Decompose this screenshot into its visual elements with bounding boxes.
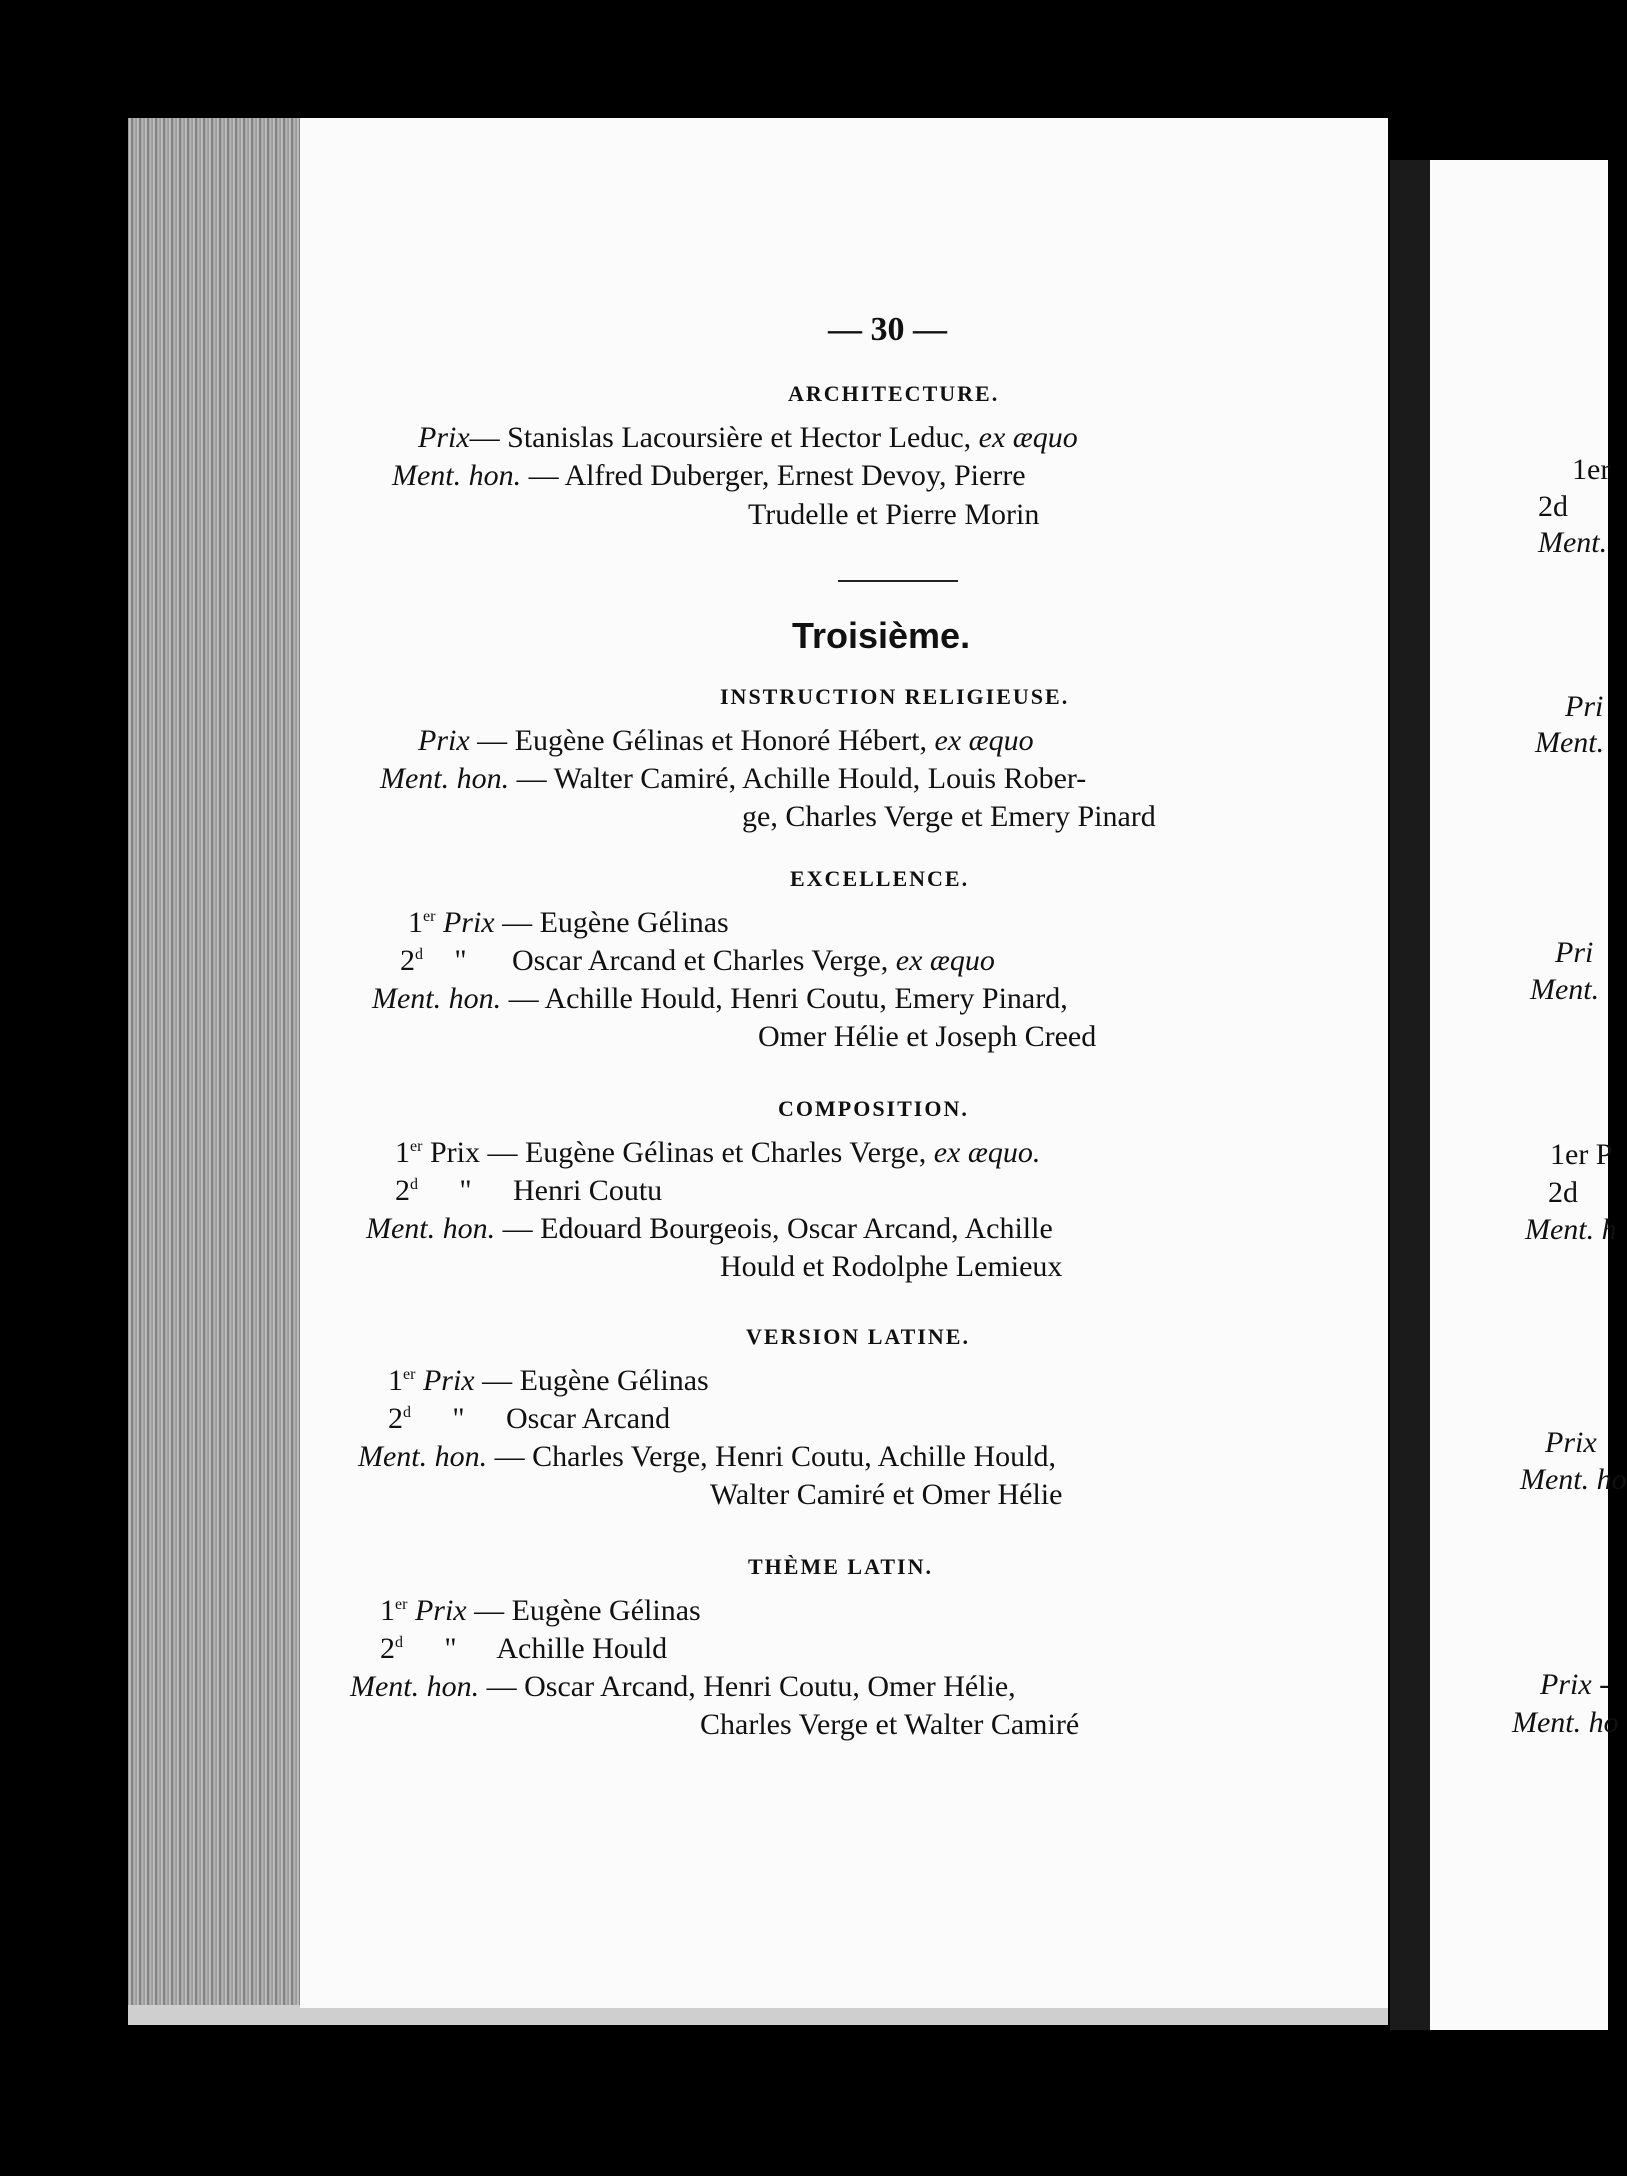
mention-label: Ment. hon. [350, 1670, 480, 1703]
prix-text: — Eugène Gélinas [482, 1364, 709, 1397]
prix-label: Prix [429, 1136, 480, 1169]
prix-label: Prix [418, 724, 470, 757]
rank-number: 1 [395, 1136, 410, 1169]
book-bottom-edge [128, 2005, 1388, 2025]
architecture-continuation: Trudelle et Pierre Morin [748, 498, 1040, 531]
facing-text: Ment. [1535, 726, 1605, 759]
architecture-mention-line [392, 461, 1026, 491]
rank-suffix: er [395, 1596, 408, 1613]
mention-label: Ment. hon. [380, 762, 510, 795]
rank-suffix: er [410, 1138, 423, 1155]
instruction-mention-line [380, 764, 1086, 794]
mention-label: Ment. hon. [366, 1212, 496, 1245]
prix-label: Prix [418, 421, 470, 454]
instruction-continuation: ge, Charles Verge et Emery Pinard [742, 800, 1156, 833]
facing-text: 1er P [1550, 1138, 1613, 1171]
ditto-mark: " [454, 944, 467, 977]
prix-label: Prix [442, 906, 495, 939]
prix-text: — Eugène Gélinas [474, 1594, 701, 1627]
facing-text: Prix [1545, 1426, 1597, 1459]
theme-continuation: Charles Verge et Walter Camiré [700, 1708, 1080, 1741]
instruction-prix-line [418, 726, 1034, 756]
ex-aequo: ex æquo [934, 724, 1034, 757]
excellence-continuation: Omer Hélie et Joseph Creed [758, 1020, 1097, 1053]
prix-text: — Eugène Gélinas [502, 906, 729, 939]
rank-suffix: d [395, 1634, 403, 1651]
section-heading-version-latine: VERSION LATINE. [746, 1324, 970, 1349]
mention-label: Ment. hon. [392, 459, 522, 492]
rank-number: 1 [408, 906, 423, 939]
version-mention-line [358, 1442, 1056, 1472]
facing-text: Ment. [1538, 526, 1608, 559]
ditto-mark: " [459, 1174, 472, 1207]
section-heading-theme-latin: THÈME LATIN. [748, 1554, 933, 1579]
section-heading-architecture: ARCHITECTURE. [788, 381, 1000, 406]
rank-suffix: er [423, 908, 436, 925]
rank-number: 2 [388, 1402, 403, 1435]
composition-second-line [395, 1176, 662, 1206]
class-title: Troisième. [792, 615, 971, 656]
prix-text: Oscar Arcand [506, 1402, 671, 1435]
rank-suffix: d [403, 1404, 411, 1421]
theme-mention-line [350, 1672, 1016, 1702]
rank-number: 2 [395, 1174, 410, 1207]
facing-text: Ment. ho [1520, 1463, 1627, 1496]
version-second-line [388, 1404, 670, 1434]
mention-text: — Walter Camiré, Achille Hould, Louis Rober- [516, 762, 1087, 795]
section-divider [838, 580, 958, 582]
composition-continuation: Hould et Rodolphe Lemieux [720, 1250, 1063, 1283]
prix-text: — Eugène Gélinas et Honoré Hébert, [477, 724, 935, 757]
composition-mention-line [366, 1214, 1053, 1244]
prix-text: Henri Coutu [513, 1174, 663, 1207]
ex-aequo: ex æquo [978, 421, 1078, 454]
facing-text: Prix - [1540, 1668, 1610, 1701]
version-continuation: Walter Camiré et Omer Hélie [710, 1478, 1063, 1511]
facing-text: Ment. ho [1512, 1706, 1619, 1739]
ditto-mark: " [444, 1632, 457, 1665]
prix-label: Prix [422, 1364, 475, 1397]
prix-text: — Stanislas Lacoursière et Hector Leduc, [469, 421, 979, 454]
excellence-first-line [408, 908, 729, 938]
facing-text: Ment. [1530, 973, 1600, 1006]
rank-suffix: er [403, 1366, 416, 1383]
theme-first-line [380, 1596, 701, 1626]
prix-text: Achille Hould [496, 1632, 668, 1665]
ex-aequo: ex æquo. [933, 1136, 1041, 1169]
theme-second-line [380, 1634, 667, 1664]
section-heading-excellence: EXCELLENCE. [790, 866, 970, 891]
facing-text: Pri [1565, 690, 1604, 723]
rank-number: 1 [380, 1594, 395, 1627]
facing-text: 2d [1548, 1176, 1578, 1209]
prix-text: Oscar Arcand et Charles Verge, [512, 944, 896, 977]
page-edges [128, 118, 303, 2008]
excellence-mention-line [372, 984, 1068, 1014]
architecture-prix-line [418, 423, 1078, 453]
excellence-second-line [400, 946, 995, 976]
version-first-line [388, 1366, 709, 1396]
rank-suffix: d [415, 946, 423, 963]
mention-text: — Oscar Arcand, Henri Coutu, Omer Hélie, [486, 1670, 1016, 1703]
mention-text: — Edouard Bourgeois, Oscar Arcand, Achille [502, 1212, 1053, 1245]
rank-suffix: d [410, 1176, 418, 1193]
facing-page-gutter [1390, 160, 1430, 2030]
rank-number: 2 [400, 944, 415, 977]
ditto-mark: " [452, 1402, 465, 1435]
facing-text: Pri [1555, 936, 1594, 969]
mention-label: Ment. hon. [372, 982, 502, 1015]
facing-text: Ment. h [1525, 1213, 1617, 1246]
prix-label: Prix [414, 1594, 467, 1627]
section-heading-instruction: INSTRUCTION RELIGIEUSE. [720, 684, 1070, 709]
mention-text: — Achille Hould, Henri Coutu, Emery Pinard, [508, 982, 1068, 1015]
mention-text: — Alfred Duberger, Ernest Devoy, Pierre [528, 459, 1026, 492]
section-heading-composition: COMPOSITION. [778, 1096, 969, 1121]
rank-number: 2 [380, 1632, 395, 1665]
mention-text: — Charles Verge, Henri Coutu, Achille Hould, [494, 1440, 1056, 1473]
composition-first-line [395, 1138, 1040, 1168]
ex-aequo: ex æquo [895, 944, 995, 977]
facing-page [1430, 160, 1627, 2030]
page-number: — 30 — [828, 311, 947, 348]
left-page [300, 118, 1388, 2008]
prix-text: — Eugène Gélinas et Charles Verge, [487, 1136, 934, 1169]
facing-text: 1er [1572, 453, 1611, 486]
rank-number: 1 [388, 1364, 403, 1397]
mention-label: Ment. hon. [358, 1440, 488, 1473]
facing-text: 2d [1538, 490, 1568, 523]
